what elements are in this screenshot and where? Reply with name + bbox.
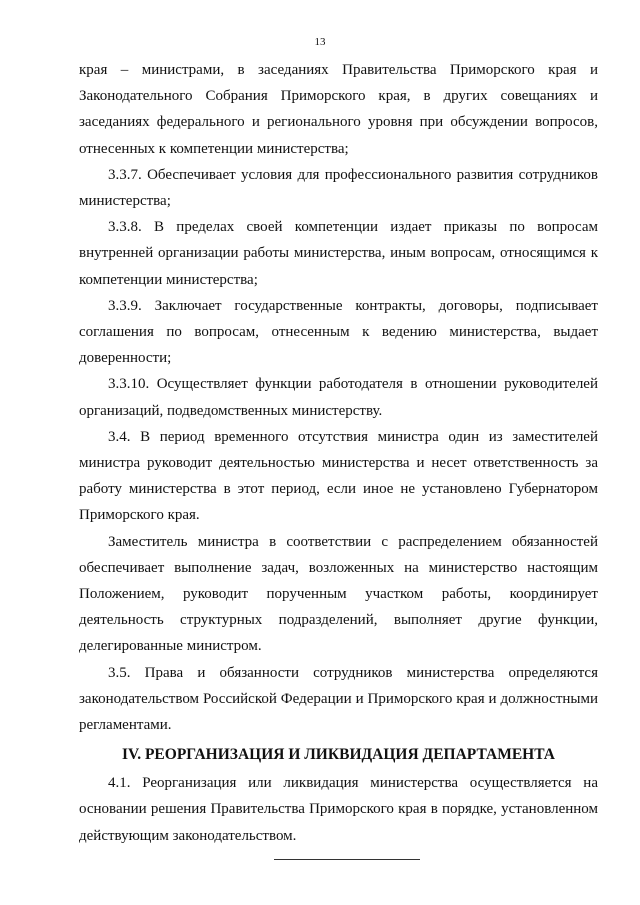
paragraph-4-1: 4.1. Реорганизация или ликвидация министерства осуществляется на основании решения Правительства Приморского края в порядке, установленном действующим законодательством. [79,775,598,844]
paragraph-3-3-9: 3.3.9. Заключает государственные контракты, договоры, подписывает соглашения по вопросам, отнесенным к ведению министерства, выдает доверенности; [79,297,598,367]
paragraph-deputy-minister: Заместитель министра в соответствии с распределением обязанностей обеспечивает выполнение задач, возложенных на министерство настоящим Положением, руководит порученным участком работы, координирует деятельность структурных подразделений, выполняет другие функции, делегированные министром. [79,533,598,655]
section-heading: IV. РЕОРГАНИЗАЦИЯ И ЛИКВИДАЦИЯ ДЕПАРТАМЕНТА [121,746,555,764]
paragraph-3-5: 3.5. Права и обязанности сотрудников министерства определяются законодательством Российской Федерации и Приморского края и должностными регламентами. [79,664,598,734]
paragraph-3-3-10: 3.3.10. Осуществляет функции работодателя в отношении руководителей организаций, подведомственных министерству. [79,376,598,419]
paragraph-3-4: 3.4. В период временного отсутствия министра один из заместителей министра руководит деятельностью министерства и несет ответственность за работу министерства в этот период, если иное не установлено Губернатором Приморского края. [79,428,598,524]
end-divider-line [274,859,420,860]
paragraph-continuation: края – министрами, в заседаниях Правительства Приморского края и Законодательного Собрания Приморского края, в других совещаниях и заседаниях федерального и регионального уровня при обсуждении вопросов, отнесенных к компетенции министерства; [79,62,598,157]
paragraph-3-3-8: 3.3.8. В пределах своей компетенции издает приказы по вопросам внутренней организации работы министерства, иным вопросам, относящимся к компетенции министерства; [79,219,598,288]
paragraph-3-3-7: 3.3.7. Обеспечивает условия для профессионального развития сотрудников министерства; [79,166,598,210]
page-number: 13 [314,36,326,48]
document-body [79,57,598,849]
